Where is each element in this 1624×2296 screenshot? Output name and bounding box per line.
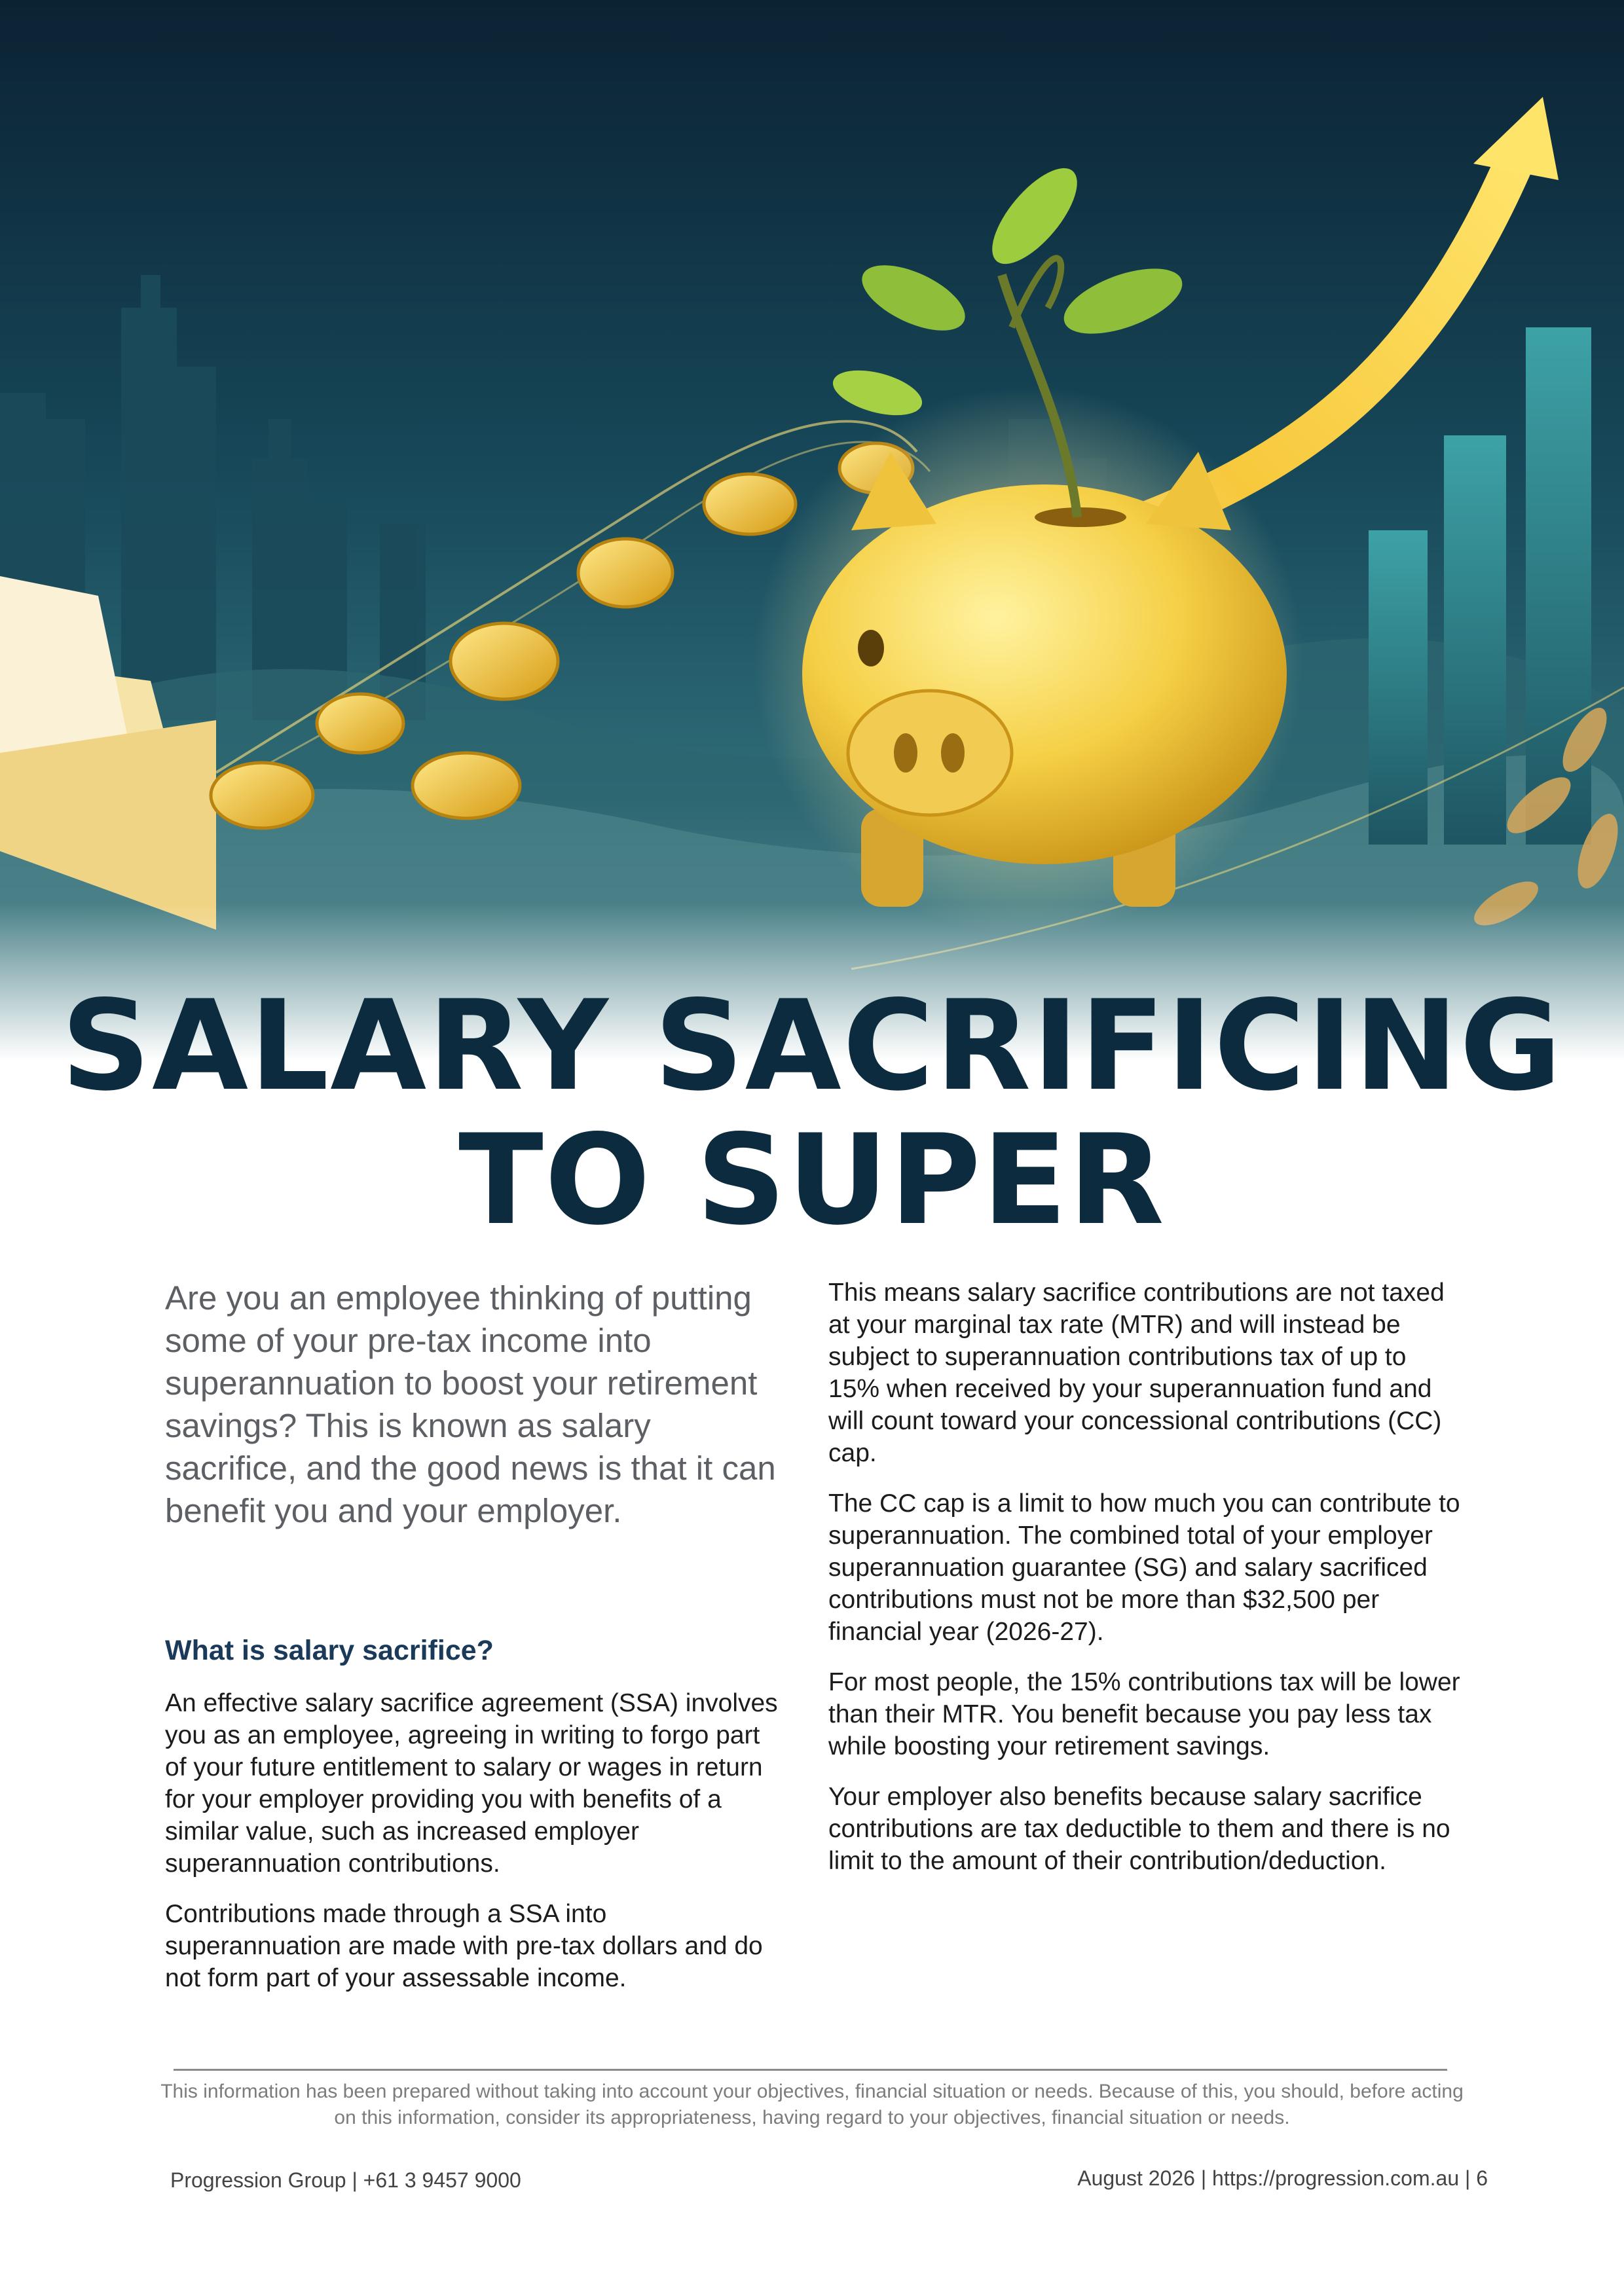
hero-illustration xyxy=(0,0,1624,1061)
title-line-1: SALARY SACRIFICING xyxy=(61,974,1563,1118)
intro-paragraph: Are you an employee thinking of putting some of your pre-tax income into superannuation to boost your retirement savings? This is known as salary sacrifice, and the good news is that it can benefit you and your employer. xyxy=(165,1279,776,1529)
section-heading: What is salary sacrifice? xyxy=(165,1635,494,1666)
body-paragraph: For most people, the 15% contributions tax will be lower than their MTR. You benefit because you pay less tax while boosting your retirement savings. xyxy=(828,1668,1460,1760)
right-column xyxy=(828,1277,1460,1895)
title-line-2: TO SUPER xyxy=(458,1108,1166,1252)
body-paragraph: An effective salary sacrifice agreement (SSA) involves you as an employee, agreeing in writing to forgo part of your future entitlement to salary or wages in return for your employer providing you with benefits of a similar value, such as increased employer superannuation contributions. xyxy=(165,1689,778,1878)
body-paragraph: Contributions made through a SSA into superannuation are made with pre-tax dollars and do not form part of your assessable income. xyxy=(165,1900,763,1992)
footer-contact: Progression Group | +61 3 9457 9000 xyxy=(170,2168,521,2192)
disclaimer-text: This information has been prepared without taking into account your objectives, financial situation or needs. Because of this, you should, before acting on this information, consider its appropriateness, having regard to your objectives, financial situation or needs. xyxy=(160,2081,1464,2128)
page-title xyxy=(0,974,1624,1252)
footer-divider xyxy=(174,2069,1447,2071)
body-paragraph: The CC cap is a limit to how much you can contribute to superannuation. The combined total of your employer superannuation guarantee (SG) and salary sacrificed contributions must not be more than $32,500 per financial year (2026-27). xyxy=(828,1489,1460,1646)
left-column xyxy=(165,1277,781,2013)
body-paragraph: Your employer also benefits because salary sacrifice contributions are tax deductible to them and there is no limit to the amount of their contribution/deduction. xyxy=(828,1783,1450,1875)
body-paragraph: This means salary sacrifice contributions are not taxed at your marginal tax rate (MTR) and will instead be subject to superannuation contributions tax of up to 15% when received by your superannuation fund and will count toward your concessional contributions (CC) cap. xyxy=(828,1279,1445,1467)
footer-date-url-page: August 2026 | https://progression.com.au | 6 xyxy=(1077,2166,1488,2190)
